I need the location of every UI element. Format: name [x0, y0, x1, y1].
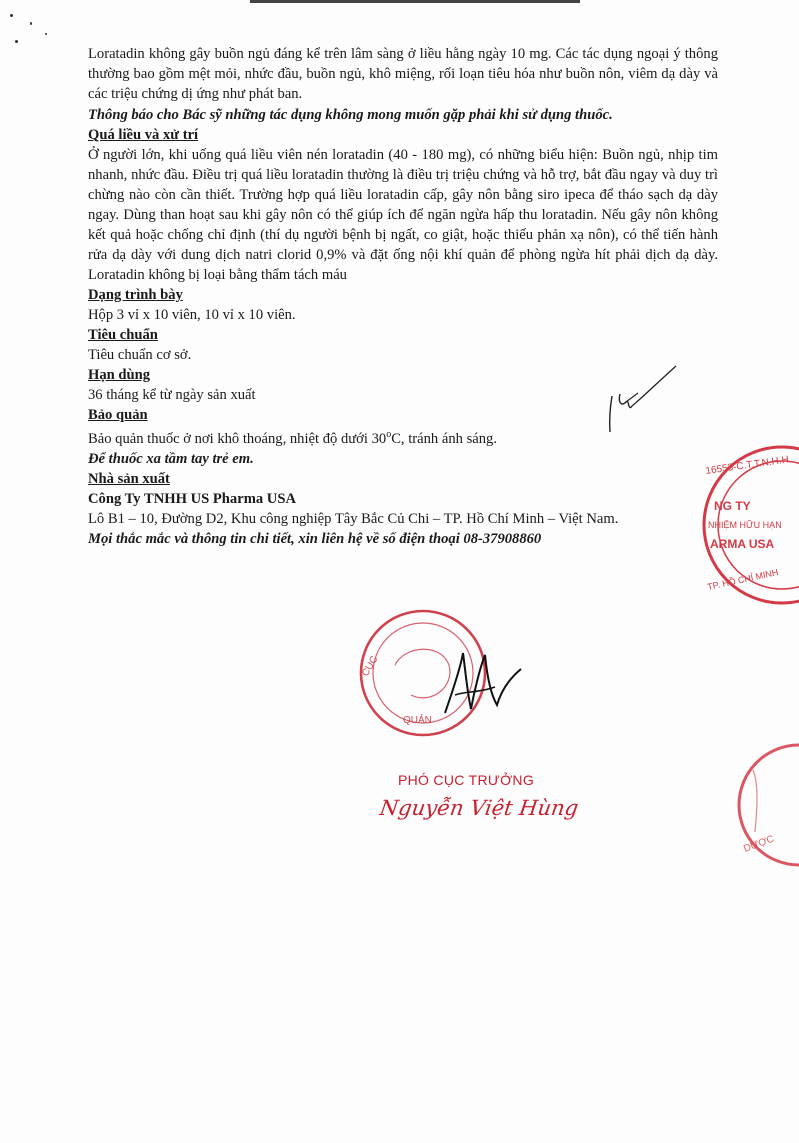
company-address: Lô B1 – 10, Đường D2, Khu công nghiệp Tây Bắc Củ Chi – TP. Hồ Chí Minh – Việt Nam.: [88, 510, 619, 527]
standard-heading: Tiêu chuẩn: [88, 327, 158, 343]
shelf-life-heading: Hạn dùng: [88, 367, 151, 383]
scan-speck: [45, 33, 47, 35]
child-warning: Để thuốc xa tầm tay trẻ em.: [88, 450, 254, 467]
company-name: Công Ty TNHH US Pharma USA: [88, 490, 296, 507]
notice-line: Thông báo cho Bác sỹ những tác dụng không mong muốn gặp phải khi sử dụng thuốc.: [88, 107, 613, 123]
shelf-life-text: 36 tháng kể từ ngày sản xuất: [88, 387, 256, 403]
overdose-heading: Quá liều và xử trí: [88, 127, 199, 143]
storage-text-a: Bảo quản thuốc ở nơi khô thoáng, nhiệt độ dưới 30: [88, 430, 387, 447]
manufacturer-heading: Nhà sản xuất: [88, 470, 170, 487]
stamp-line-3: ARMA USA: [710, 537, 775, 551]
overdose-paragraph: Ở người lớn, khi uống quá liều viên nén loratadin (40 - 180 mg), có những biểu hiện: Buồn ngủ, nhịp tim nhanh, nhức đầu. Điều trị quá liều loratadin thường là điều trị triệu chứng và hỗ trợ, bắt đầu ngay và duy trì chừng nào còn cần thiết. Trường hợp quá liều loratadin cấp, gây nôn bằng siro ipeca để tháo sạch dạ dày ngay. Dùng than hoạt sau khi gây nôn có thể giúp ích để ngăn ngừa hấp thu loratadin. Nếu gây nôn không kết quả hoặc chống chỉ định (thí dụ người bệnh bị ngất, co giật, hoặc thiếu phản xạ nôn), có thể tiến hành rửa dạ dày với dung dịch natri clorid 0,9% và đặt ống nội khí quản để phòng ngừa hít phải dịch dạ dày. Loratadin không bị loại bằng thẩm tách máu: [88, 147, 718, 283]
side-effects-paragraph: Loratadin không gây buồn ngủ đáng kể trên lâm sàng ở liều hằng ngày 10 mg. Các tác dụng ngoại ý thông thường bao gồm mệt mỏi, nhức đầu, buồn ngủ, khô miệng, rối loạn tiêu hóa như buồn nôn, viêm dạ dày và các triệu chứng dị ứng như phát ban.: [88, 46, 718, 102]
stamp-code: 16553-C.T.T.N.H.H: [704, 454, 790, 477]
agency-stamp-text-2: QUẢN: [403, 715, 432, 726]
agency-stamp: [345, 595, 545, 765]
scan-speck: [10, 14, 13, 17]
contact-line: Mọi thắc mắc và thông tin chi tiết, xin liên hệ về số điện thoại 08-37908860: [88, 530, 542, 547]
storage-heading: Bảo quản: [88, 407, 148, 423]
scan-speck: [30, 22, 32, 25]
agency-stamp-text-1: CỤC: [360, 654, 381, 679]
storage-text-b: C, tránh ánh sáng.: [391, 430, 497, 447]
partial-stamp: [715, 740, 799, 870]
initial-signature: [598, 360, 688, 440]
degree-mark: o: [386, 429, 392, 440]
stamp-line-1: NG TY: [714, 499, 751, 513]
stamp-city: TP. HỒ CHÍ MINH: [706, 567, 780, 592]
standard-text: Tiêu chuẩn cơ sở.: [88, 347, 192, 363]
signatory-title: PHÓ CỤC TRƯỞNG: [398, 772, 535, 788]
stamp-line-2: NHIỆM HỮU HẠN: [708, 520, 782, 530]
partial-stamp-text: DƯỢC: [742, 833, 776, 855]
scan-speck: [15, 40, 18, 43]
presentation-heading: Dạng trình bày: [88, 287, 183, 303]
top-edge-line: [250, 0, 580, 3]
signatory-name: Nguyễn Việt Hùng: [378, 796, 580, 820]
company-stamp: [690, 440, 799, 610]
leaflet-body: [88, 44, 718, 549]
presentation-text: Hộp 3 vỉ x 10 viên, 10 vỉ x 10 viên.: [88, 307, 296, 323]
